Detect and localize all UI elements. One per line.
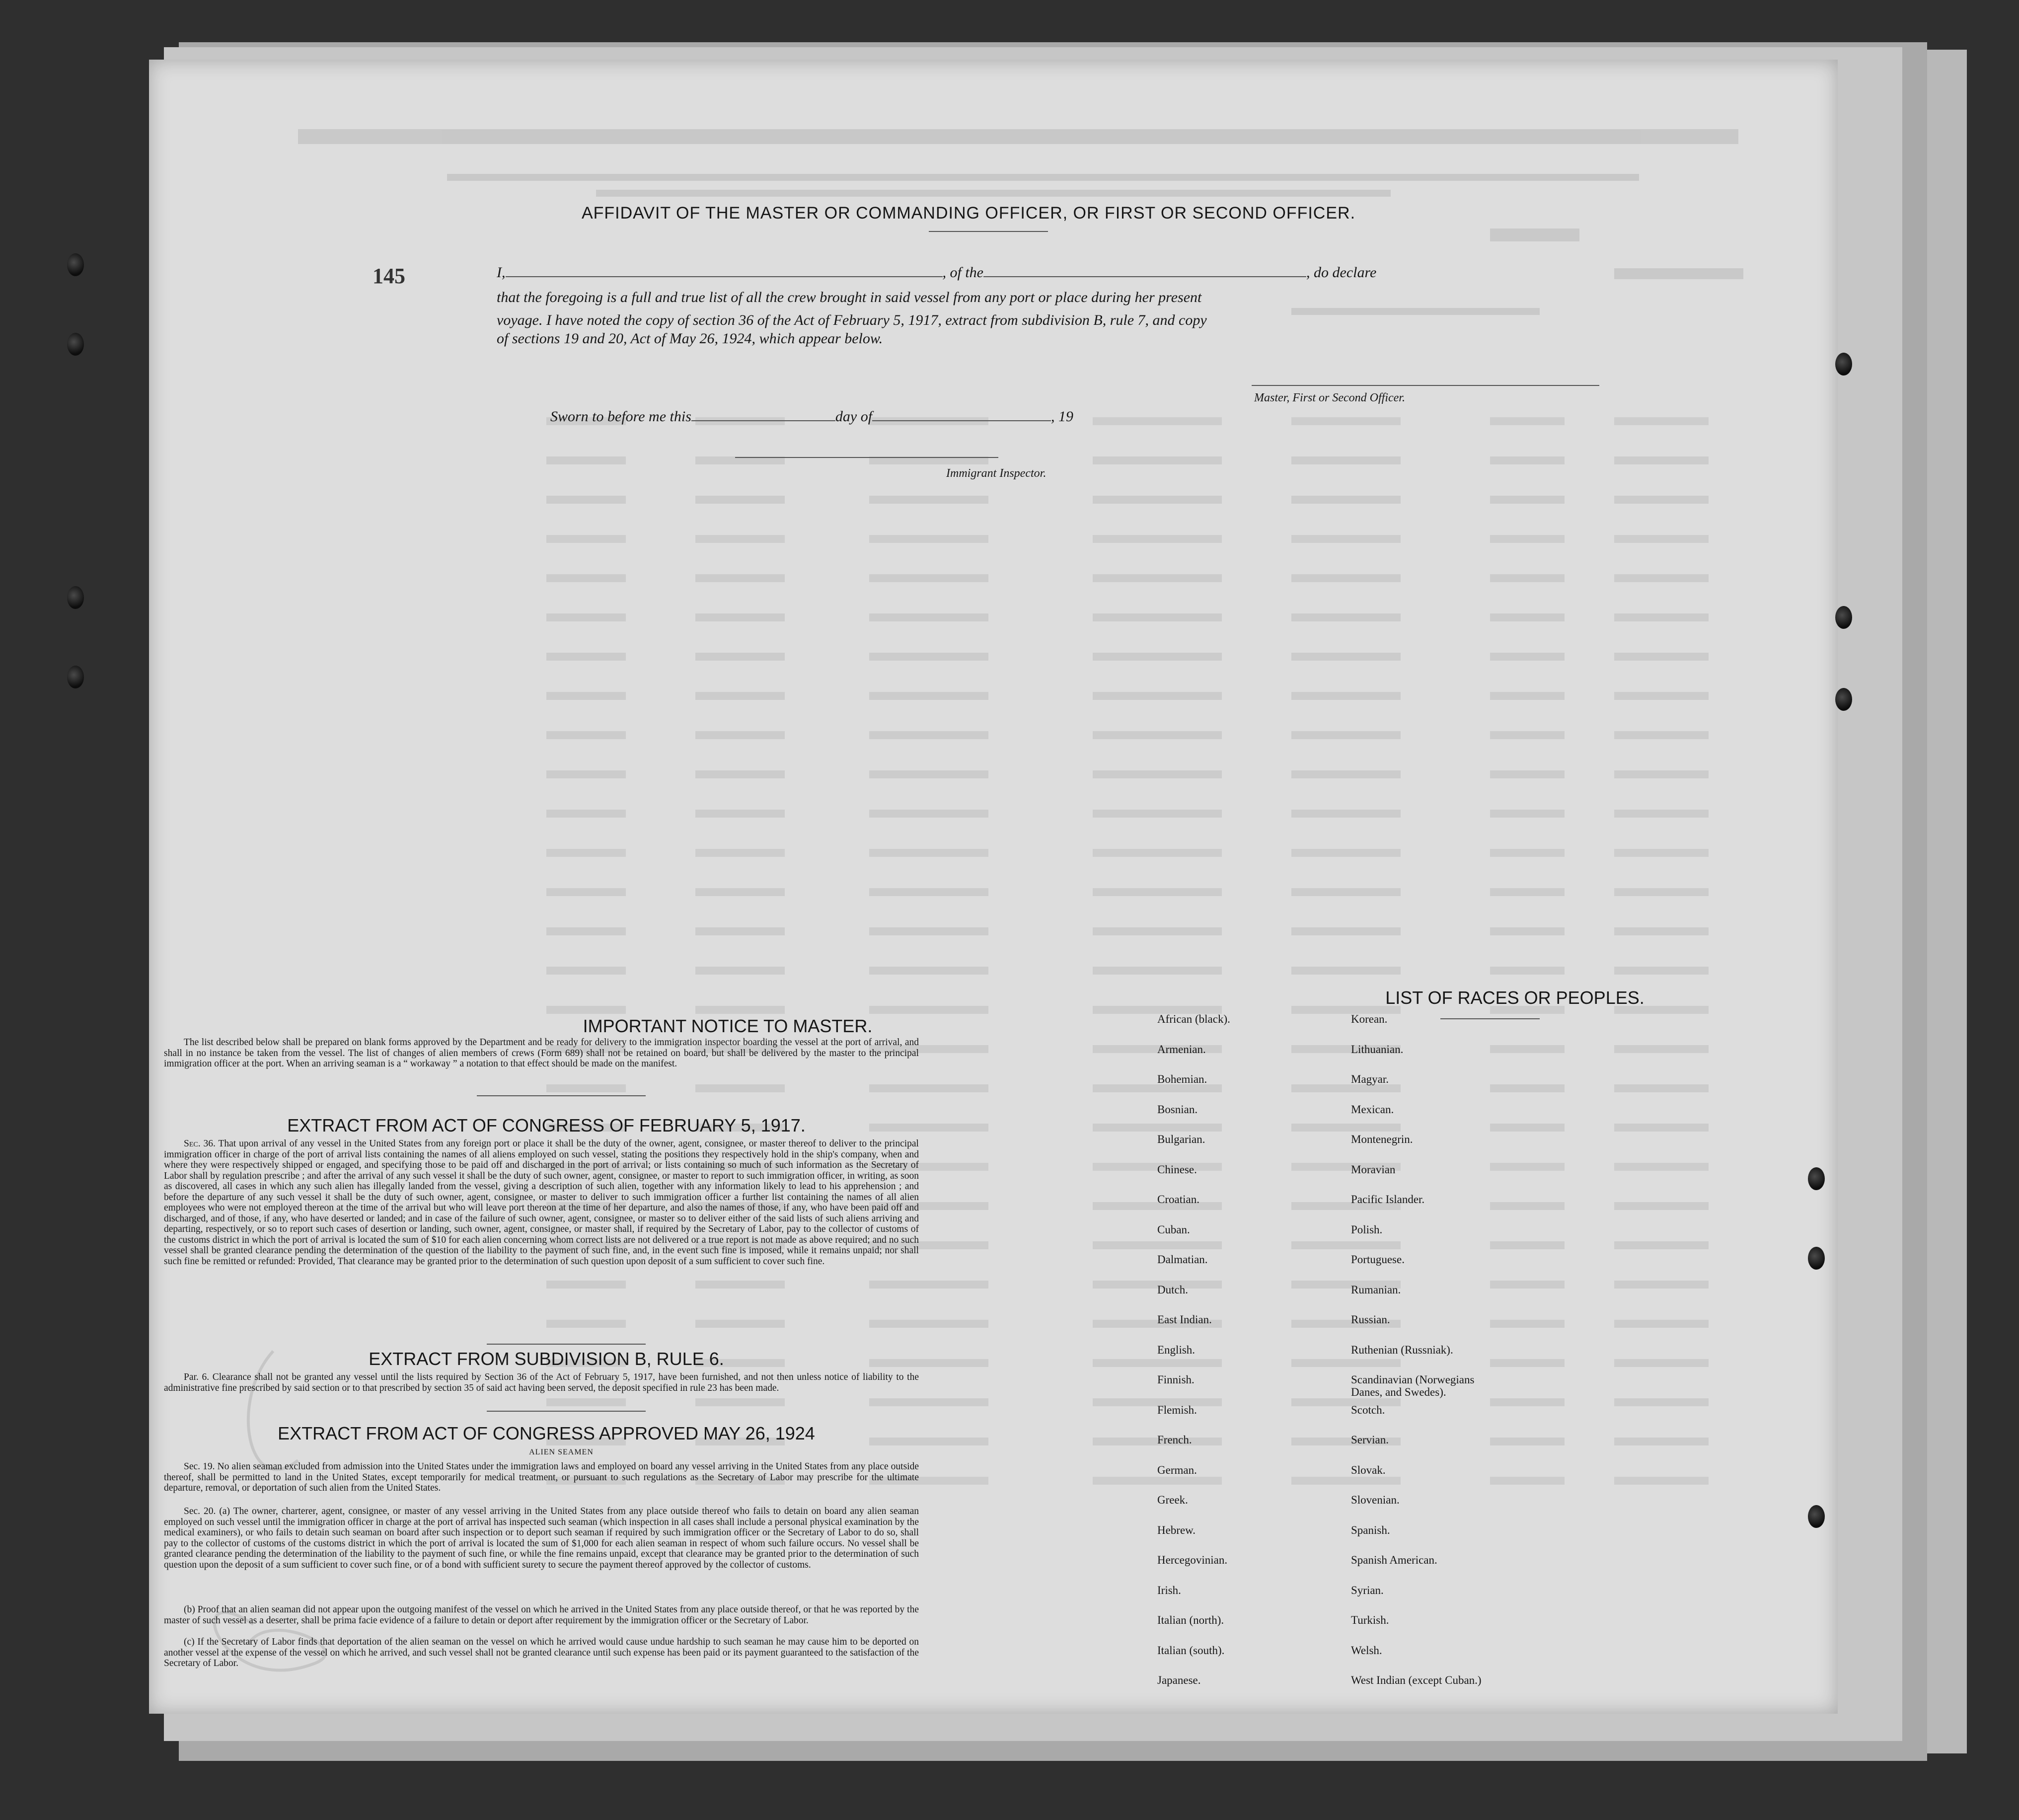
race-item: English. xyxy=(1157,1343,1196,1356)
race-item: Syrian. xyxy=(1351,1584,1384,1596)
binder-hole xyxy=(1808,1167,1825,1190)
race-item: Scotch. xyxy=(1351,1403,1385,1416)
race-item: Irish. xyxy=(1157,1584,1181,1596)
affidavit-of-the-label: , of the xyxy=(942,264,983,281)
race-item: Servian. xyxy=(1351,1434,1389,1446)
race-item: Montenegrin. xyxy=(1351,1133,1413,1145)
extract-1924-sec20a: Sec. 20. (a) The owner, charterer, agent, consignee, or master of any vessel arriving in the United States from any place outside thereof who fails to detain on board any alien seaman employed on such vessel until the immigration officer in charge at the port of arrival has inspected such seaman (which inspection in all cases shall include a personal physical examination by the medical examiners), or who fails to detain such seaman on board after such inspection or to deport such seaman if required by such immigration officer or the Secretary of Labor to do so, shall pay to the collector of customs of the customs district in which the port of arrival is located the sum of $1,000 for each alien seaman in respect of whom such failure occurs. No vessel shall be granted clearance pending the determination of the liability to the payment of such fine, or while the fine remains unpaid, except that clearance may be granted prior to the determination of such question upon the deposit of a sum sufficient to cover such fine, or of a bond with sufficient surety to secure the payment thereof approved by the collector of customs. xyxy=(164,1506,919,1570)
race-item: East Indian. xyxy=(1157,1313,1212,1326)
page-number: 145 xyxy=(373,264,405,288)
race-item: Portuguese. xyxy=(1351,1253,1405,1266)
affidavit-title-rule xyxy=(929,231,1048,232)
binder-hole xyxy=(1835,606,1852,629)
race-item: Greek. xyxy=(1157,1494,1188,1506)
extract-rule6-text: Par. 6. Clearance shall not be granted any vessel until the lists required by Section 36 of the Act of February 5, 1917, have been furnished, and not then unless notice of liability to the administrative fine prescribed by said section or to that prescribed by section 35 of said act having been served, the deposit specified in rule 23 has been made. xyxy=(164,1372,919,1393)
race-item: African (black). xyxy=(1157,1013,1230,1025)
extract-rule6-rule xyxy=(487,1411,646,1412)
sworn-day-field[interactable] xyxy=(691,407,835,421)
race-item: Welsh. xyxy=(1351,1644,1382,1657)
extract-1917-title: EXTRACT FROM ACT OF CONGRESS OF FEBRUARY 5, 1917. xyxy=(287,1115,806,1136)
race-item: Hebrew. xyxy=(1157,1523,1196,1536)
race-item: Japanese. xyxy=(1157,1674,1201,1686)
race-item: French. xyxy=(1157,1434,1192,1446)
race-item: Pacific Islander. xyxy=(1351,1193,1425,1206)
race-item: Dalmatian. xyxy=(1157,1253,1208,1266)
race-item: Spanish American. xyxy=(1351,1554,1437,1566)
race-item: Magyar. xyxy=(1351,1073,1389,1085)
vessel-name-field[interactable] xyxy=(983,263,1306,277)
extract-rule6-title: EXTRACT FROM SUBDIVISION B, RULE 6. xyxy=(369,1349,724,1369)
affidavit-title: AFFIDAVIT OF THE MASTER OR COMMANDING OFFICER, OR FIRST OR SECOND OFFICER. xyxy=(581,204,1356,223)
officer-name-field[interactable] xyxy=(506,263,943,277)
race-item: Bulgarian. xyxy=(1157,1133,1205,1145)
sworn-line xyxy=(550,407,1693,425)
notice-title: IMPORTANT NOTICE TO MASTER. xyxy=(583,1016,873,1036)
extract-1924-sec19: Sec. 19. No alien seaman excluded from admission into the United States under the immigration laws and employed on board any vessel arriving in the United States from any place outside thereof, shall be permitted to land in the United States, except temporarily for medical treatment, or pursuant to such regulations as the Secretary of Labor may prescribe for the ultimate departure, removal, or deportation of such alien from the United States. xyxy=(164,1461,919,1493)
extract-1924-sec20b: (b) Proof that an alien seaman did not appear upon the outgoing manifest of the vessel on which he arrived in the United States from any place outside thereof, or that he was reported by the master of such vessel as a deserter, shall be prima facie evidence of a failure to detain or deport after requirement by the immigration officer or the Secretary of Labor. xyxy=(164,1604,919,1626)
race-item: Dutch. xyxy=(1157,1283,1188,1296)
year-label: , 19 xyxy=(1051,408,1074,425)
affidavit-line-2: that the foregoing is a full and true list of all the crew brought in said vessel from any port or place during her present xyxy=(497,289,1202,305)
inspector-signature-label: Immigrant Inspector. xyxy=(946,467,1047,480)
day-of-label: day of xyxy=(835,408,873,425)
race-item: Italian (south). xyxy=(1157,1644,1225,1657)
race-item: West Indian (except Cuban.) xyxy=(1351,1674,1482,1686)
binder-hole xyxy=(67,333,84,356)
race-item: Rumanian. xyxy=(1351,1283,1401,1296)
notice-text: The list described below shall be prepared on blank forms approved by the Department and be ready for delivery to the immigration inspector boarding the vessel at the port of arrival, and shall in no instance be taken from the vessel. The list of changes of alien members of crews (Form 689) shall not be retained on board, but shall be delivered by the master to the principal immigration officer at the port. When an arriving seaman is a “ workaway ” a notation to that effect should be made on the manifest. xyxy=(164,1037,919,1069)
binder-hole xyxy=(67,666,84,688)
race-item: Scandinavian (Norwegians Danes, and Swedes). xyxy=(1351,1373,1475,1398)
extract-1917-text xyxy=(164,1138,919,1267)
extract-1924-subtitle: ALIEN SEAMEN xyxy=(529,1448,594,1456)
binder-hole xyxy=(67,586,84,609)
extract-1917-section-label: Sec. 36. xyxy=(184,1138,216,1149)
race-item: Russian. xyxy=(1351,1313,1390,1326)
race-item: Slovenian. xyxy=(1351,1494,1400,1506)
binder-hole xyxy=(1808,1247,1825,1270)
extract-1924-title: EXTRACT FROM ACT OF CONGRESS APPROVED MAY 26, 1924 xyxy=(278,1423,815,1443)
race-item: Spanish. xyxy=(1351,1523,1390,1536)
sworn-month-field[interactable] xyxy=(872,407,1051,421)
binder-hole xyxy=(1808,1505,1825,1528)
race-item: Armenian. xyxy=(1157,1043,1206,1056)
race-item: Hercegovinian. xyxy=(1157,1554,1228,1566)
binder-hole xyxy=(67,253,84,276)
race-item: Bosnian. xyxy=(1157,1103,1198,1116)
sworn-label: Sworn to before me this xyxy=(550,408,691,425)
binder-hole xyxy=(1835,353,1852,376)
race-item: Polish. xyxy=(1351,1223,1383,1236)
affidavit-line-4: of sections 19 and 20, Act of May 26, 1924, which appear below. xyxy=(497,330,883,347)
manifest-page xyxy=(149,60,1838,1714)
race-item: Flemish. xyxy=(1157,1403,1197,1416)
race-item: Chinese. xyxy=(1157,1163,1197,1176)
extract-1924-sec20c: (c) If the Secretary of Labor finds that deportation of the alien seaman on the vessel on which he arrived would cause undue hardship to such seaman he may cause him to be deported on another vessel at the expense of the vessel on which he arrived, and such vessel shall not be granted clearance until such expense has been paid or its payment guaranteed to the satisfaction of the Secretary of Labor. xyxy=(164,1637,919,1668)
master-signature-line[interactable] xyxy=(1252,385,1599,386)
race-item: Turkish. xyxy=(1351,1614,1389,1626)
race-item: Moravian xyxy=(1351,1163,1396,1176)
race-item: Croatian. xyxy=(1157,1193,1199,1206)
inspector-signature-line[interactable] xyxy=(735,457,998,458)
races-title-rule xyxy=(1440,1018,1540,1019)
race-item: Finnish. xyxy=(1157,1373,1195,1386)
affidavit-line-3: voyage. I have noted the copy of section 36 of the Act of February 5, 1917, extract from subdivision B, rule 7, and copy xyxy=(497,312,1207,328)
race-item: Bohemian. xyxy=(1157,1073,1207,1085)
race-item: Lithuanian. xyxy=(1351,1043,1404,1056)
affidavit-declare-label: , do declare xyxy=(1306,264,1377,281)
races-title: LIST OF RACES OR PEOPLES. xyxy=(1385,987,1645,1008)
master-signature-label: Master, First or Second Officer. xyxy=(1254,391,1405,404)
race-item: German. xyxy=(1157,1463,1197,1476)
race-item: Korean. xyxy=(1351,1013,1388,1025)
binder-hole xyxy=(1835,688,1852,711)
race-item: Cuban. xyxy=(1157,1223,1190,1236)
notice-rule xyxy=(477,1095,646,1096)
affidavit-line-1 xyxy=(497,263,1639,281)
race-item: Mexican. xyxy=(1351,1103,1394,1116)
affidavit-i-label: I, xyxy=(497,264,506,281)
race-item: Slovak. xyxy=(1351,1463,1386,1476)
extract-1917-body: That upon arrival of any vessel in the United States from any foreign port or place it shall be the duty of the owner, agent, consignee, or master thereof to deliver to the principal immigration officer in charge of the port of arrival lists containing the names of all aliens employed on such vessel, stating the positions they respectively hold in the ship's company, when and where they were respectively shipped or engaged, and specifying those to be paid off and discharged in the port of arrival; or lists containing so much of such information as the Secretary of Labor shall by regulation prescribe ; and after the arrival of any such vessel it shall be the duty of such owner, agent, consignee, or master to report to such immigration officer, in writing, as soon as discovered, all cases in which any such alien has illegally landed from the vessel, giving a description of such alien, together with any information likely to lead to his apprehension ; and before the departure of any such vessel it shall be the duty of such owner, agent, consignee, or master to deliver to such immigration officer a further list containing the names of all alien employees who were not employed thereon at the time of the arrival but who will leave port thereon at the time of her departure, and also the names of those, if any, who have been paid off and discharged, and of those, if any, who have deserted or landed; and in case of the failure of such owner, agent, consignee, or master so to deliver either of the said lists of such aliens arriving and departing, respectively, or so to report such cases of desertion or landing, such owner, agent, consignee, or master shall, if required by the Secretary of Labor, pay to the collector of customs of the customs district in which the port of arrival is located the sum of $10 for each alien concerning whom correct lists are not delivered or a true report is not made as above required; and no such vessel shall be granted clearance pending the determination of the question of the liability to the payment of such fine, and, in the event such fine is imposed, while it remains unpaid; nor shall such fine be remitted or refunded: Provided, That clearance may be granted prior to the determination of such question upon deposit of a sum sufficient to cover such fine. xyxy=(164,1138,919,1267)
race-item: Ruthenian (Russniak). xyxy=(1351,1343,1453,1356)
race-item: Italian (north). xyxy=(1157,1614,1224,1626)
extract-1917-rule xyxy=(487,1344,646,1345)
